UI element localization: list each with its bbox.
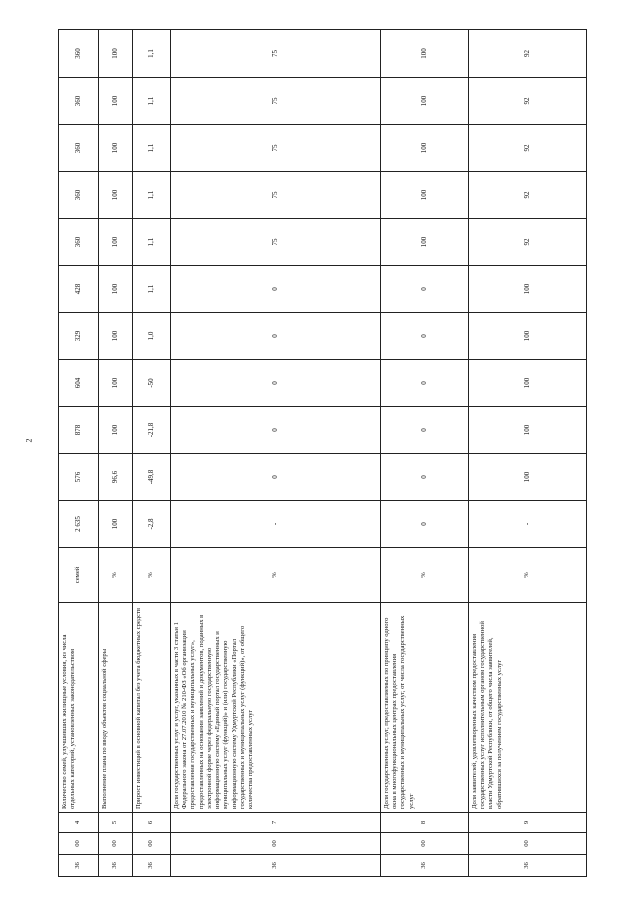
indicator-name-cell: Доля государственных услуг, предоставляемых по принципу одного окна в многофункциональных центрах предоставления государственных и муниципальных услуг, от числа государственных услуг (381, 603, 469, 813)
value-cell: 576 (59, 454, 99, 501)
table-row (99, 30, 133, 877)
value-cell: 1,1 (133, 30, 171, 78)
row-number-cell: 7 (171, 813, 381, 833)
value-cell: 0 (381, 266, 469, 313)
value-cell: 1,1 (133, 172, 171, 219)
value-cell: 604 (59, 360, 99, 407)
value-cell: 0 (381, 313, 469, 360)
row-number-cell: 4 (59, 813, 99, 833)
value-cell: 0 (171, 360, 381, 407)
value-cell: 100 (381, 125, 469, 172)
value-cell: -21,8 (133, 407, 171, 454)
value-cell: 100 (469, 313, 587, 360)
value-cell: 100 (99, 30, 133, 78)
subcode-cell: 00 (59, 833, 99, 855)
code-cell: 36 (469, 855, 587, 877)
code-cell: 36 (99, 855, 133, 877)
value-cell: 92 (469, 219, 587, 266)
indicators-table (58, 29, 587, 877)
value-cell: 100 (99, 407, 133, 454)
subcode-cell: 00 (133, 833, 171, 855)
value-cell: 100 (99, 172, 133, 219)
value-cell: 92 (469, 78, 587, 125)
value-cell: 100 (469, 407, 587, 454)
code-cell: 36 (381, 855, 469, 877)
value-cell: - (469, 501, 587, 548)
indicator-name-cell: Выполнение плана по вводу объектов социальной сферы (99, 603, 133, 813)
value-cell: 329 (59, 313, 99, 360)
value-cell: 0 (171, 407, 381, 454)
value-cell: 1,1 (133, 78, 171, 125)
unit-cell: % (133, 548, 171, 603)
table-row (381, 30, 469, 877)
row-number-cell: 5 (99, 813, 133, 833)
value-cell: 0 (381, 360, 469, 407)
value-cell: 75 (171, 78, 381, 125)
table-row (171, 30, 381, 877)
table-row (469, 30, 587, 877)
unit-cell: % (381, 548, 469, 603)
subcode-cell: 00 (469, 833, 587, 855)
row-number-cell: 6 (133, 813, 171, 833)
value-cell: 100 (99, 219, 133, 266)
value-cell: 1,1 (133, 219, 171, 266)
value-cell: 100 (381, 172, 469, 219)
value-cell: 100 (99, 266, 133, 313)
code-cell: 36 (171, 855, 381, 877)
value-cell: 0 (171, 454, 381, 501)
value-cell: - (171, 501, 381, 548)
value-cell: 100 (469, 360, 587, 407)
value-cell: 92 (469, 125, 587, 172)
value-cell: 75 (171, 219, 381, 266)
unit-cell: семей (59, 548, 99, 603)
row-number-cell: 9 (469, 813, 587, 833)
indicator-name-cell: Доля государственных услуг и услуг, указанных в части 3 статьи 1 Федерального закона от 27.07.2010 № 210-ФЗ «Об организации предоставления государственных и муниципальных услуг», предоставленных на основании заявлений и документов, поданных в электронной форме через федеральную государственную информационную систему «Единый портал государственных и муниципальных услуг (функций)» и (или) государственную информационную систему Удмуртской Республики «Портал государственных и муниципальных услуг (функций)», от общего количества предоставленных услуг (171, 603, 381, 813)
value-cell: 0 (381, 501, 469, 548)
value-cell: 100 (469, 266, 587, 313)
value-cell: 92 (469, 30, 587, 78)
value-cell: 1,1 (133, 125, 171, 172)
table-row (133, 30, 171, 877)
unit-cell: % (469, 548, 587, 603)
unit-cell: % (171, 548, 381, 603)
table-rotation-frame (58, 30, 586, 877)
value-cell: 0 (171, 266, 381, 313)
value-cell: -2,8 (133, 501, 171, 548)
value-cell: 360 (59, 219, 99, 266)
value-cell: 0 (171, 313, 381, 360)
value-cell: 360 (59, 30, 99, 78)
unit-cell: % (99, 548, 133, 603)
value-cell: 100 (99, 78, 133, 125)
value-cell: 878 (59, 407, 99, 454)
code-cell: 36 (59, 855, 99, 877)
code-cell: 36 (133, 855, 171, 877)
value-cell: 360 (59, 78, 99, 125)
value-cell: -49,8 (133, 454, 171, 501)
value-cell: 96,6 (99, 454, 133, 501)
value-cell: 100 (381, 219, 469, 266)
value-cell: 100 (99, 360, 133, 407)
value-cell: 100 (99, 313, 133, 360)
row-number-cell: 8 (381, 813, 469, 833)
value-cell: 100 (381, 30, 469, 78)
value-cell: 360 (59, 172, 99, 219)
value-cell: 428 (59, 266, 99, 313)
value-cell: 0 (381, 454, 469, 501)
rotated-table-area (58, 30, 640, 869)
value-cell: 100 (469, 454, 587, 501)
table-row (59, 30, 99, 877)
value-cell: 100 (381, 78, 469, 125)
value-cell: 75 (171, 172, 381, 219)
value-cell: 360 (59, 125, 99, 172)
value-cell: 100 (99, 125, 133, 172)
value-cell: 92 (469, 172, 587, 219)
indicator-name-cell: Прирост инвестиций в основной капитал без учета бюджетных средств (133, 603, 171, 813)
value-cell: 75 (171, 30, 381, 78)
value-cell: -50 (133, 360, 171, 407)
subcode-cell: 00 (99, 833, 133, 855)
indicator-name-cell: Доля заявителей, удовлетворенных качеством предоставления государственных услуг исполнительным органом государственной власти Удмуртской Республики, от общего числа заявителей, обратившихся за получением государственных услуг (469, 603, 587, 813)
value-cell: 2 635 (59, 501, 99, 548)
value-cell: 1,0 (133, 313, 171, 360)
value-cell: 1,1 (133, 266, 171, 313)
value-cell: 0 (381, 407, 469, 454)
indicator-name-cell: Количество семей, улучшивших жилищные условия, из числа отдельных категорий, установленных законодательством (59, 603, 99, 813)
value-cell: 75 (171, 125, 381, 172)
value-cell: 100 (99, 501, 133, 548)
subcode-cell: 00 (381, 833, 469, 855)
page-number: 2 (24, 438, 34, 443)
subcode-cell: 00 (171, 833, 381, 855)
